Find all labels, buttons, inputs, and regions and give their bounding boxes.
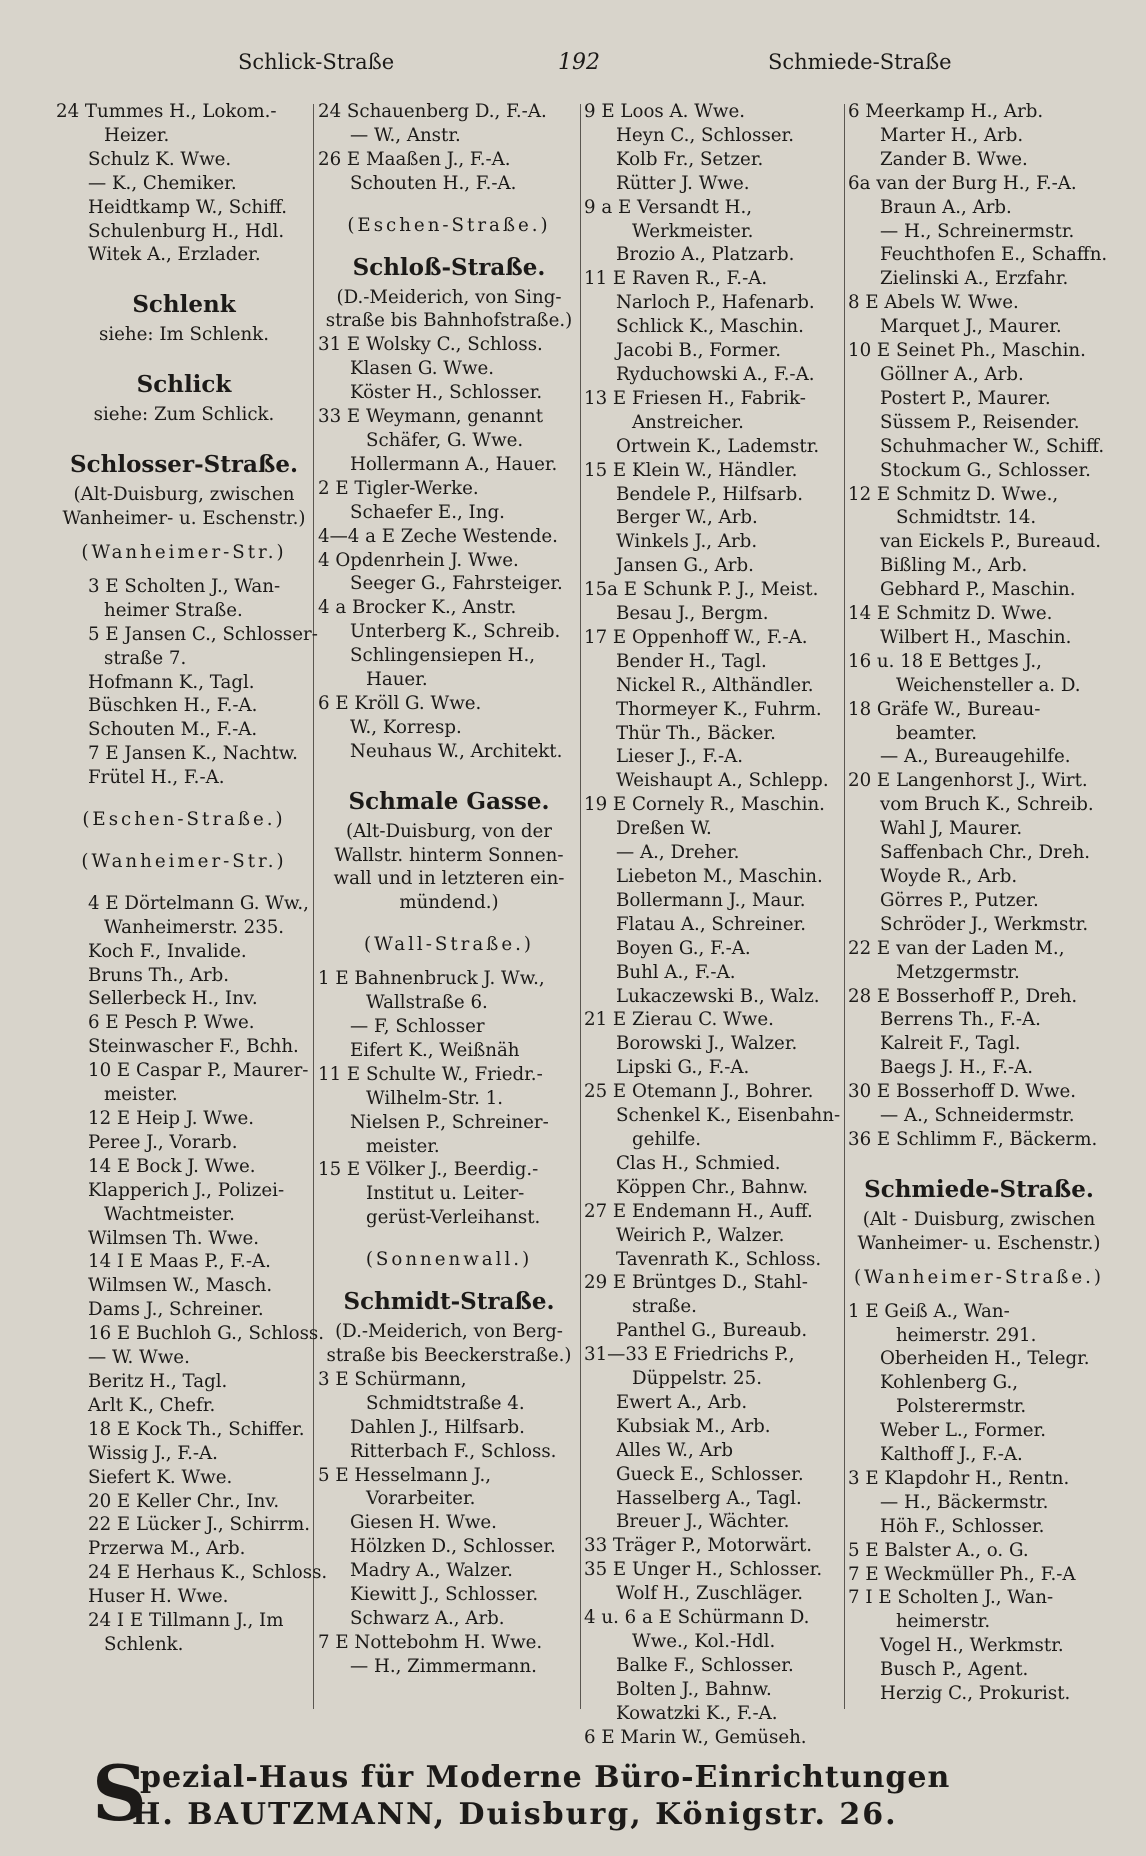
directory-entry: Wahl J, Maurer. — [880, 818, 1023, 840]
directory-entry: Schmidtstraße 4. — [366, 1392, 525, 1414]
column-divider — [580, 104, 581, 1709]
directory-entry: gerüst-Verleihanst. — [366, 1207, 541, 1229]
directory-entry: Gebhard P., Maschin. — [880, 579, 1076, 601]
street-note: (Eschen-Straße.) — [82, 809, 286, 831]
directory-entry: Heyn C., Schlosser. — [616, 124, 795, 146]
directory-entry: Zander B. Wwe. — [880, 148, 1028, 170]
street-note: (Eschen-Straße.) — [347, 214, 551, 236]
spacer — [848, 1290, 1110, 1300]
directory-entry: Wissig J., F.-A. — [88, 1442, 218, 1464]
page-header — [60, 50, 1086, 82]
directory-entry: Höh F., Schlosser. — [880, 1515, 1045, 1537]
directory-entry: Wilmsen W., Masch. — [88, 1275, 273, 1297]
directory-entry: Schäfer, G. Wwe. — [366, 429, 524, 451]
spacer — [56, 267, 312, 285]
directory-entry: 5 E Jansen C., Schlosser- — [88, 623, 318, 645]
directory-entry: Werkmeister. — [632, 220, 754, 242]
directory-entry: Görres P., Putzer. — [880, 889, 1039, 911]
directory-entry: 17 E Oppenhoff W., F.-A. — [584, 626, 808, 648]
directory-entry: Bollermann J., Maur. — [616, 889, 806, 911]
directory-entry: Schouten H., F.-A. — [350, 172, 517, 194]
directory-entry: beamter. — [896, 722, 978, 744]
directory-entry: 4 Opdenrhein J. Wwe. — [318, 549, 519, 571]
directory-entry: Buhl A., F.-A. — [616, 961, 736, 983]
spacer — [56, 874, 312, 892]
directory-entry: Boyen G., F.-A. — [616, 937, 751, 959]
directory-entry: Narloch P., Hafenarb. — [616, 292, 815, 314]
directory-entry: Nickel R., Althändler. — [616, 674, 814, 696]
directory-entry: Neuhaus W., Architekt. — [350, 740, 563, 762]
directory-entry: 31 E Wolsky C., Schloss. — [318, 334, 543, 356]
street-note: (Wanheimer-Str.) — [81, 850, 287, 872]
directory-entry: Düppelstr. 25. — [632, 1368, 762, 1390]
directory-entry: 7 E Nottebohm H. Wwe. — [318, 1631, 543, 1653]
directory-entry: Rütter J. Wwe. — [616, 172, 750, 194]
directory-entry: Schlingensiepen H., — [350, 645, 536, 667]
directory-entry: Tavenrath K., Schloss. — [616, 1248, 822, 1270]
street-note: (Wanheimer-Straße.) — [853, 1266, 1104, 1288]
directory-entry: Schmidtstr. 14. — [896, 507, 1037, 529]
directory-entry: 7 E Weckmüller Ph., F.-A — [848, 1563, 1076, 1585]
directory-entry: Schröder J., Werkmstr. — [880, 913, 1089, 935]
directory-entry: Przerwa M., Arb. — [88, 1538, 246, 1560]
directory-entry: — H., Bäckermstr. — [880, 1491, 1049, 1513]
directory-entry: Kolb Fr., Setzer. — [616, 148, 764, 170]
directory-entry: Liebeton M., Maschin. — [616, 866, 823, 887]
directory-entry: 6 E Marin W., Gemüseh. — [584, 1726, 807, 1748]
spacer — [848, 1256, 1110, 1266]
directory-entry: 5 E Hesselmann J., — [318, 1464, 492, 1486]
directory-entry: straße. — [632, 1296, 697, 1318]
directory-entry: Busch P., Agent. — [880, 1659, 1029, 1681]
directory-entry: Oberheiden H., Telegr. — [880, 1348, 1090, 1370]
spacer — [848, 1152, 1110, 1170]
directory-entry: Schaefer E., Ing. — [350, 501, 505, 523]
directory-entry: 25 E Otemann J., Bohrer. — [584, 1081, 814, 1103]
directory-entry: Koch F., Invalide. — [88, 940, 247, 962]
directory-entry: Vogel H., Werkmstr. — [880, 1635, 1064, 1657]
street-note: (Wanheimer-Str.) — [81, 541, 287, 563]
directory-entry: Kalthoff J., F.-A. — [880, 1444, 1023, 1466]
directory-entry: 8 E Abels W. Wwe. — [848, 292, 1019, 314]
directory-entry: Schenkel K., Eisenbahn- — [616, 1105, 841, 1127]
directory-entry: Ritterbach F., Schloss. — [350, 1440, 557, 1462]
directory-entry: 14 E Bock J. Wwe. — [88, 1155, 256, 1177]
directory-entry: Schulenburg H., Hdl. — [88, 220, 285, 242]
directory-entry: — A., Schneidermstr. — [880, 1105, 1075, 1127]
directory-entry: Dams J., Schreiner. — [88, 1299, 264, 1321]
spacer — [56, 832, 312, 850]
column-3 — [584, 100, 844, 1748]
directory-entry: Jacobi B., Former. — [616, 340, 781, 362]
directory-entry: 10 E Seinet Ph., Maschin. — [848, 340, 1086, 362]
directory-entry: 22 E van der Laden M., — [848, 937, 1065, 959]
directory-entry: Baegs J. H., F.-A. — [880, 1057, 1034, 1079]
spacer — [56, 790, 312, 808]
street-note: straße bis Bahnhofstraße.) — [325, 310, 573, 332]
directory-entry: Lukaczewski B., Walz. — [616, 985, 820, 1007]
directory-entry: 20 E Keller Chr., Inv. — [88, 1490, 280, 1512]
directory-entry: Besau J., Bergm. — [616, 603, 769, 625]
directory-entry: Köster H., Schlosser. — [350, 382, 543, 404]
directory-entry: Giesen H. Wwe. — [350, 1512, 497, 1534]
street-note: Wanheimer- u. Eschenstr.) — [857, 1232, 1101, 1254]
street-note: wall und in letzteren ein- — [333, 868, 565, 890]
directory-entry: Lieser J., F.-A. — [616, 746, 744, 768]
column-divider — [313, 104, 314, 1709]
directory-entry: Borowski J., Walzer. — [616, 1033, 798, 1055]
directory-entry: Weichensteller a. D. — [896, 674, 1081, 696]
directory-entry: 30 E Bosserhoff D. Wwe. — [848, 1081, 1077, 1103]
directory-entry: 7 E Jansen K., Nachtw. — [88, 743, 298, 765]
directory-entry: Wilhelm-Str. 1. — [366, 1087, 504, 1109]
directory-entry: 20 E Langenhorst J., Wirt. — [848, 770, 1088, 792]
directory-entry: 28 E Bosserhoff P., Dreh. — [848, 985, 1078, 1007]
directory-entry: 11 E Raven R., F.-A. — [584, 268, 768, 290]
ad-line-1: pezial-Haus für Moderne Büro-Einrichtungen — [140, 1760, 951, 1795]
directory-entry: 18 Gräfe W., Bureau- — [848, 698, 1041, 720]
directory-entry: 16 E Buchloh G., Schloss. — [88, 1323, 325, 1345]
directory-entry: — W., Anstr. — [350, 124, 461, 146]
directory-entry: 9 E Loos A. Wwe. — [584, 101, 746, 122]
directory-entry: Kohlenberg G., — [880, 1372, 1019, 1394]
directory-entry: Thür Th., Bäcker. — [616, 722, 776, 744]
directory-entry: 36 E Schlimm F., Bäckerm. — [848, 1128, 1098, 1150]
header-right-street: Schmiede-Straße — [768, 50, 952, 74]
directory-entry: Brozio A., Platzarb. — [616, 244, 795, 266]
directory-entry: 13 E Friesen H., Fabrik- — [584, 387, 806, 409]
directory-entry: Gueck E., Schlosser. — [616, 1463, 804, 1485]
directory-entry: 6 Meerkamp H., Arb. — [848, 101, 1044, 122]
directory-entry: Woyde R., Arb. — [880, 866, 1018, 887]
street-note: siehe: Zum Schlick. — [93, 404, 275, 426]
directory-entry: Schlenk. — [104, 1633, 184, 1655]
ad-line-2: H. BAUTZMANN, Duisburg, Königstr. 26. — [132, 1797, 898, 1832]
directory-entry: 16 u. 18 E Bettges J., — [848, 650, 1042, 672]
directory-entry: 12 E Schmitz D. Wwe., — [848, 483, 1059, 505]
directory-entry: Arlt K., Chefr. — [88, 1394, 216, 1416]
street-note: Wallstr. hinterm Sonnen- — [334, 844, 564, 866]
directory-entry: 3 E Klapdohr H., Rentn. — [848, 1467, 1070, 1489]
directory-entry: Wilmsen Th. Wwe. — [88, 1227, 260, 1249]
directory-entry: Hollermann A., Hauer. — [350, 453, 558, 475]
directory-entry: Hofmann K., Tagl. — [88, 671, 255, 693]
column-4 — [848, 100, 1110, 1710]
directory-entry: Schlick K., Maschin. — [616, 316, 804, 338]
column-divider — [844, 104, 845, 1709]
directory-entry: vom Bruch K., Schreib. — [880, 794, 1094, 816]
directory-entry: Ortwein K., Lademstr. — [616, 435, 820, 457]
directory-entry: 14 I E Maas P., F.-A. — [88, 1251, 271, 1273]
directory-entry: Eifert K., Weißnäh — [350, 1039, 520, 1061]
directory-entry: Berger W., Arb. — [616, 507, 758, 529]
directory-entry: Steinwascher F., Bchh. — [88, 1036, 299, 1058]
directory-entry: Zielinski A., Erzfahr. — [880, 268, 1069, 290]
street-heading: Schlenk — [132, 291, 236, 319]
directory-entry: Klapperich J., Polizei- — [88, 1179, 285, 1201]
directory-entry: Braun A., Arb. — [880, 196, 1012, 218]
directory-entry: Saffenbach Chr., Dreh. — [880, 842, 1091, 864]
directory-entry: — F, Schlosser — [350, 1016, 485, 1037]
directory-entry: Wachtmeister. — [104, 1203, 235, 1225]
directory-entry: 10 E Caspar P., Maurer- — [88, 1060, 309, 1082]
directory-entry: Berrens Th., F.-A. — [880, 1009, 1041, 1031]
directory-entry: Postert P., Maurer. — [880, 387, 1051, 409]
street-note: siehe: Im Schlenk. — [99, 324, 269, 346]
directory-entry: Hasselberg A., Tagl. — [616, 1487, 802, 1509]
directory-entry: Bendele P., Hilfsarb. — [616, 483, 804, 505]
directory-entry: Balke F., Schlosser. — [616, 1654, 794, 1676]
directory-entry: Vorarbeiter. — [366, 1488, 476, 1510]
directory-entry: — H., Schreinermstr. — [880, 220, 1075, 242]
directory-entry: Bruns Th., Arb. — [88, 964, 230, 986]
directory-entry: 33 Träger P., Motorwärt. — [584, 1535, 813, 1557]
spacer — [318, 915, 580, 933]
street-note: (Alt-Duisburg, zwischen — [73, 484, 295, 506]
directory-entry: Marter H., Arb. — [880, 124, 1024, 146]
directory-entry: — W. Wwe. — [88, 1347, 190, 1369]
directory-entry: 24 I E Tillmann J., Im — [88, 1610, 284, 1632]
directory-entry: Büschken H., F.-A. — [88, 695, 258, 717]
ad-initial: S — [92, 1749, 147, 1838]
directory-entry: 1 E Geiß A., Wan- — [848, 1300, 1010, 1322]
directory-entry: Clas H., Schmied. — [616, 1152, 781, 1174]
directory-entry: heimer Straße. — [104, 599, 243, 621]
street-note: mündend.) — [399, 892, 499, 914]
directory-entry: Dreßen W. — [616, 818, 712, 840]
directory-entry: Stockum G., Schlosser. — [880, 459, 1091, 481]
directory-entry: 14 E Schmitz D. Wwe. — [848, 603, 1053, 625]
directory-entry: 21 E Zierau C. Wwe. — [584, 1009, 774, 1031]
directory-entry: — A., Dreher. — [616, 842, 740, 864]
street-note: straße bis Beeckerstraße.) — [326, 1344, 572, 1366]
spacer — [56, 347, 312, 365]
directory-entry: 33 E Weymann, genannt — [318, 406, 544, 428]
directory-entry: meister. — [366, 1135, 440, 1157]
directory-entry: Göllner A., Arb. — [880, 363, 1024, 385]
spacer — [318, 1272, 580, 1282]
directory-entry: 9 a E Versandt H., — [584, 196, 753, 218]
directory-entry: 12 E Heip J. Wwe. — [88, 1108, 255, 1129]
directory-entry: heimerstr. — [896, 1611, 991, 1633]
directory-entry: Schuhmacher W., Schiff. — [880, 435, 1105, 457]
spacer — [56, 531, 312, 541]
directory-entry: Wolf H., Zuschläger. — [616, 1583, 804, 1605]
directory-entry: 19 E Cornely R., Maschin. — [584, 794, 825, 816]
directory-entry: Beritz H., Tagl. — [88, 1370, 228, 1392]
directory-entry: Hölzken D., Schlosser. — [350, 1536, 556, 1558]
column-2 — [318, 100, 580, 1710]
street-heading: Schloß-Straße. — [352, 253, 546, 281]
directory-entry: Ewert A., Arb. — [616, 1391, 748, 1413]
directory-entry: Schulz K. Wwe. — [88, 148, 232, 170]
directory-entry: Huser H. Wwe. — [88, 1586, 229, 1608]
directory-entry: Breuer J., Wächter. — [616, 1511, 790, 1533]
directory-entry: 27 E Endemann H., Auff. — [584, 1200, 813, 1222]
advertisement-footer — [92, 1749, 1090, 1838]
directory-entry: 35 E Unger H., Schlosser. — [584, 1559, 823, 1581]
directory-entry: Alles W., Arb — [616, 1439, 733, 1461]
spacer — [318, 1230, 580, 1248]
directory-entry: Sellerbeck H., Inv. — [88, 988, 258, 1010]
directory-entry: Weber L., Former. — [880, 1420, 1047, 1442]
directory-entry: Witek A., Erzlader. — [88, 244, 261, 266]
directory-entry: W., Korresp. — [350, 716, 462, 738]
directory-entry: Polsterermstr. — [896, 1396, 1027, 1418]
directory-entry: — H., Zimmermann. — [350, 1655, 537, 1677]
street-note: (Sonnenwall.) — [365, 1249, 533, 1271]
directory-entry: Hauer. — [366, 669, 428, 691]
directory-entry: Siefert K. Wwe. — [88, 1466, 233, 1488]
column-1 — [56, 100, 328, 1710]
street-note: (Alt - Duisburg, zwischen — [862, 1208, 1096, 1230]
directory-entry: Herzig C., Prokurist. — [880, 1683, 1071, 1705]
directory-entry: 26 E Maaßen J., F.-A. — [318, 148, 511, 170]
directory-entry: 7 I E Scholten J., Wan- — [848, 1587, 1054, 1609]
directory-entry: 15 E Klein W., Händler. — [584, 459, 798, 481]
directory-entry: Institut u. Leiter- — [366, 1183, 525, 1205]
street-note: Wanheimer- u. Eschenstr.) — [62, 508, 306, 530]
directory-entry: Weishaupt A., Schlepp. — [616, 770, 829, 792]
directory-entry: 3 E Schürmann, — [318, 1368, 467, 1390]
directory-entry: Peree J., Vorarb. — [88, 1131, 238, 1153]
spacer — [318, 957, 580, 967]
directory-entry: — K., Chemiker. — [88, 172, 237, 194]
street-heading: Schlosser-Straße. — [70, 451, 298, 479]
directory-entry: 15a E Schunk P. J., Meist. — [584, 579, 819, 601]
spacer — [56, 427, 312, 445]
directory-entry: Thormeyer K., Fuhrm. — [616, 698, 822, 720]
directory-entry: Dahlen J., Hilfsarb. — [350, 1416, 525, 1438]
spacer — [318, 764, 580, 782]
directory-entry: Kubsiak M., Arb. — [616, 1415, 771, 1437]
directory-entry: Kowatzki K., F.-A. — [616, 1702, 778, 1724]
directory-entry: 5 E Balster A., o. G. — [848, 1539, 1029, 1561]
directory-entry: 6a van der Burg H., F.-A. — [848, 172, 1077, 194]
directory-entry: 2 E Tigler-Werke. — [318, 477, 479, 499]
directory-entry: 6 E Kröll G. Wwe. — [318, 692, 482, 714]
directory-entry: 6 E Pesch P. Wwe. — [88, 1012, 255, 1034]
directory-entry: 18 E Kock Th., Schiffer. — [88, 1418, 305, 1440]
directory-entry: 3 E Scholten J., Wan- — [88, 575, 281, 597]
directory-entry: meister. — [104, 1084, 178, 1106]
directory-entry: Unterberg K., Schreib. — [350, 621, 561, 643]
directory-entry: — A., Bureaugehilfe. — [880, 746, 1071, 768]
street-heading: Schmiede-Straße. — [864, 1175, 1094, 1203]
street-note: (Alt-Duisburg, von der — [345, 820, 553, 842]
street-note: (Wall-Straße.) — [364, 934, 534, 956]
directory-entry: 24 E Herhaus K., Schloss. — [88, 1562, 328, 1584]
directory-entry: Klasen G. Wwe. — [350, 358, 495, 380]
directory-entry: 15 E Völker J., Beerdig.- — [318, 1159, 539, 1181]
directory-entry: Heidtkamp W., Schiff. — [88, 196, 288, 218]
directory-entry: 22 E Lücker J., Schirrm. — [88, 1514, 311, 1536]
directory-entry: Jansen G., Arb. — [616, 555, 754, 577]
spacer — [56, 565, 312, 575]
directory-entry: Wwe., Kol.-Hdl. — [632, 1631, 776, 1652]
directory-entry: Wallstraße 6. — [366, 992, 488, 1014]
directory-entry: Kalreit F., Tagl. — [880, 1033, 1021, 1055]
directory-entry: Marquet J., Maurer. — [880, 316, 1062, 338]
directory-entry: Schouten M., F.-A. — [88, 719, 258, 741]
directory-entry: 4 u. 6 a E Schürmann D. — [584, 1607, 810, 1629]
header-left-street: Schlick-Straße — [238, 50, 395, 74]
directory-entry: 4—4 a E Zeche Westende. — [318, 525, 558, 547]
directory-entry: 31—33 E Friedrichs P., — [584, 1344, 795, 1366]
directory-entry: Frütel H., F.-A. — [88, 767, 225, 789]
directory-entry: Wilbert H., Maschin. — [880, 626, 1072, 648]
directory-entry: Metzgermstr. — [896, 961, 1020, 983]
directory-entry: Köppen Chr., Bahnw. — [616, 1176, 809, 1198]
directory-entry: Heizer. — [104, 124, 170, 146]
spacer — [318, 196, 580, 214]
directory-entry: Madry A., Walzer. — [350, 1560, 513, 1582]
street-note: (D.-Meiderich, von Sing- — [336, 286, 562, 308]
directory-entry: Bißling M., Arb. — [880, 555, 1028, 577]
directory-entry: Weirich P., Walzer. — [616, 1224, 785, 1246]
directory-entry: Nielsen P., Schreiner- — [350, 1111, 549, 1133]
directory-entry: straße 7. — [104, 647, 187, 669]
spacer — [318, 238, 580, 248]
directory-entry: Süssem P., Reisender. — [880, 411, 1080, 433]
page-number: 192 — [558, 50, 600, 75]
directory-entry: 4 E Dörtelmann G. Ww., — [88, 892, 309, 914]
directory-entry: Lipski G., F.-A. — [616, 1057, 750, 1079]
directory-entry: 4 a Brocker K., Anstr. — [318, 597, 517, 619]
directory-entry: 24 Tummes H., Lokom.- — [56, 101, 277, 122]
street-note: (D.-Meiderich, von Berg- — [335, 1321, 563, 1343]
directory-entry: gehilfe. — [632, 1128, 702, 1150]
directory-entry: Ryduchowski A., F.-A. — [616, 363, 815, 385]
directory-entry: Schwarz A., Arb. — [350, 1607, 505, 1629]
street-heading: Schlick — [136, 371, 232, 399]
directory-entry: Seeger G., Fahrsteiger. — [350, 573, 563, 595]
directory-entry: 1 E Bahnenbruck J. Ww., — [318, 968, 545, 990]
directory-entry: 11 E Schulte W., Friedr.- — [318, 1063, 543, 1085]
directory-entry: Flatau A., Schreiner. — [616, 913, 806, 935]
directory-entry: 24 Schauenberg D., F.-A. — [318, 101, 547, 122]
directory-entry: Bolten J., Bahnw. — [616, 1678, 772, 1700]
directory-entry: Kiewitt J., Schlosser. — [350, 1584, 539, 1606]
directory-entry: 29 E Brüntges D., Stahl- — [584, 1272, 808, 1294]
directory-entry: Panthel G., Bureaub. — [616, 1320, 808, 1342]
directory-entry: Wanheimerstr. 235. — [104, 916, 285, 938]
directory-entry: Anstreicher. — [632, 411, 744, 433]
directory-entry: van Eickels P., Bureaud. — [880, 531, 1102, 553]
directory-entry: Feuchthofen E., Schaffn. — [880, 244, 1108, 266]
street-heading: Schmidt-Straße. — [343, 1288, 555, 1316]
directory-entry: heimerstr. 291. — [896, 1324, 1037, 1346]
street-heading: Schmale Gasse. — [348, 787, 550, 815]
directory-entry: Winkels J., Arb. — [616, 531, 758, 553]
directory-entry: Bender H., Tagl. — [616, 650, 767, 672]
